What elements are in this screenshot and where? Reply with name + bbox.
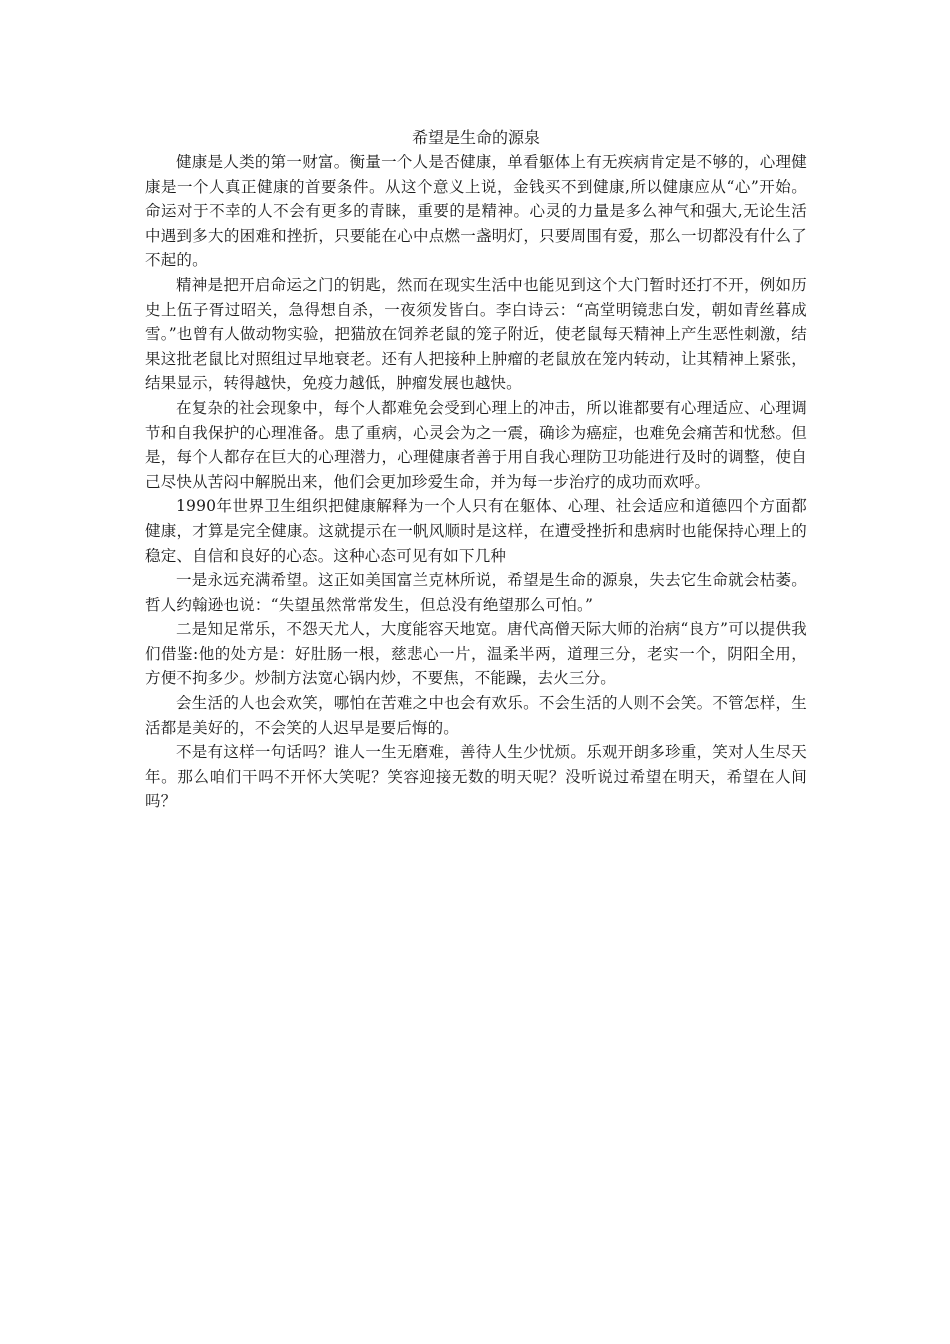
paragraph-3: 在复杂的社会现象中，每个人都难免会受到心理上的冲击，所以谁都要有心理适应、心理调节和自我保护的心理准备。患了重病，心灵会为之一震，确诊为癌症，也难免会痛苦和忧愁。但是，每个人都存在巨大的心理潜力，心理健康者善于用自我心理防卫功能进行及时的调整，使自己尽快从苦闷中解脱出来，他们会更加珍爱生命，并为每一步治疗的成功而欢呼。 (145, 398, 807, 491)
paragraph-6: 二是知足常乐，不怨天尤人，大度能容天地宽。唐代高僧天际大师的治病“良方”可以提供我们借鉴:他的处方是：好肚肠一根，慈悲心一片，温柔半两，道理三分，老实一个，阴阳全用，方便不拘多少。炒制方法宽心锅内炒，不要焦，不能躁，去火三分。 (145, 620, 807, 688)
paragraph-8: 不是有这样一句话吗？谁人一生无磨难，善待人生少忧烦。乐观开朗多珍重，笑对人生尽天年。那么咱们干吗不开怀大笑呢？笑容迎接无数的明天呢？没听说过希望在明天，希望在人间吗？ (145, 743, 807, 811)
paragraph-1: 健康是人类的第一财富。衡量一个人是否健康，单看躯体上有无疾病肯定是不够的，心理健康是一个人真正健康的首要条件。从这个意义上说，金钱买不到健康,所以健康应从“心”开始。命运对于不幸的人不会有更多的青睐，重要的是精神。心灵的力量是多么神气和强大,无论生活中遇到多大的困难和挫折，只要能在心中点燃一盏明灯，只要周围有爱，那么一切都没有什么了不起的。 (145, 153, 807, 270)
paragraph-4: 1990年世界卫生组织把健康解释为一个人只有在躯体、心理、社会适应和道德四个方面都健康，才算是完全健康。这就提示在一帆风顺时是这样，在遭受挫折和患病时也能保持心理上的稳定、自信和良好的心态。这种心态可见有如下几种 (145, 497, 807, 565)
paragraph-2: 精神是把开启命运之门的钥匙，然而在现实生活中也能见到这个大门暂时还打不开，例如历史上伍子胥过昭关，急得想自杀，一夜须发皆白。李白诗云：“高堂明镜悲白发，朝如青丝暮成雪。”也曾有人做动物实验，把猫放在饲养老鼠的笼子附近，使老鼠每天精神上产生恶性刺激，结果这批老鼠比对照组过早地衰老。还有人把接种上肿瘤的老鼠放在笼内转动，让其精神上紧张，结果显示，转得越快，免疫力越低，肿瘤发展也越快。 (145, 275, 807, 393)
document-title: 希望是生命的源泉 (411, 128, 540, 147)
document-body (145, 126, 807, 814)
paragraph-5: 一是永远充满希望。这正如美国富兰克林所说，希望是生命的源泉，失去它生命就会枯萎。哲人约翰逊也说：“失望虽然常常发生，但总没有绝望那么可怕。” (145, 571, 807, 614)
paragraph-7: 会生活的人也会欢笑，哪怕在苦难之中也会有欢乐。不会生活的人则不会笑。不管怎样，生活都是美好的，不会笑的人迟早是要后悔的。 (145, 694, 807, 737)
